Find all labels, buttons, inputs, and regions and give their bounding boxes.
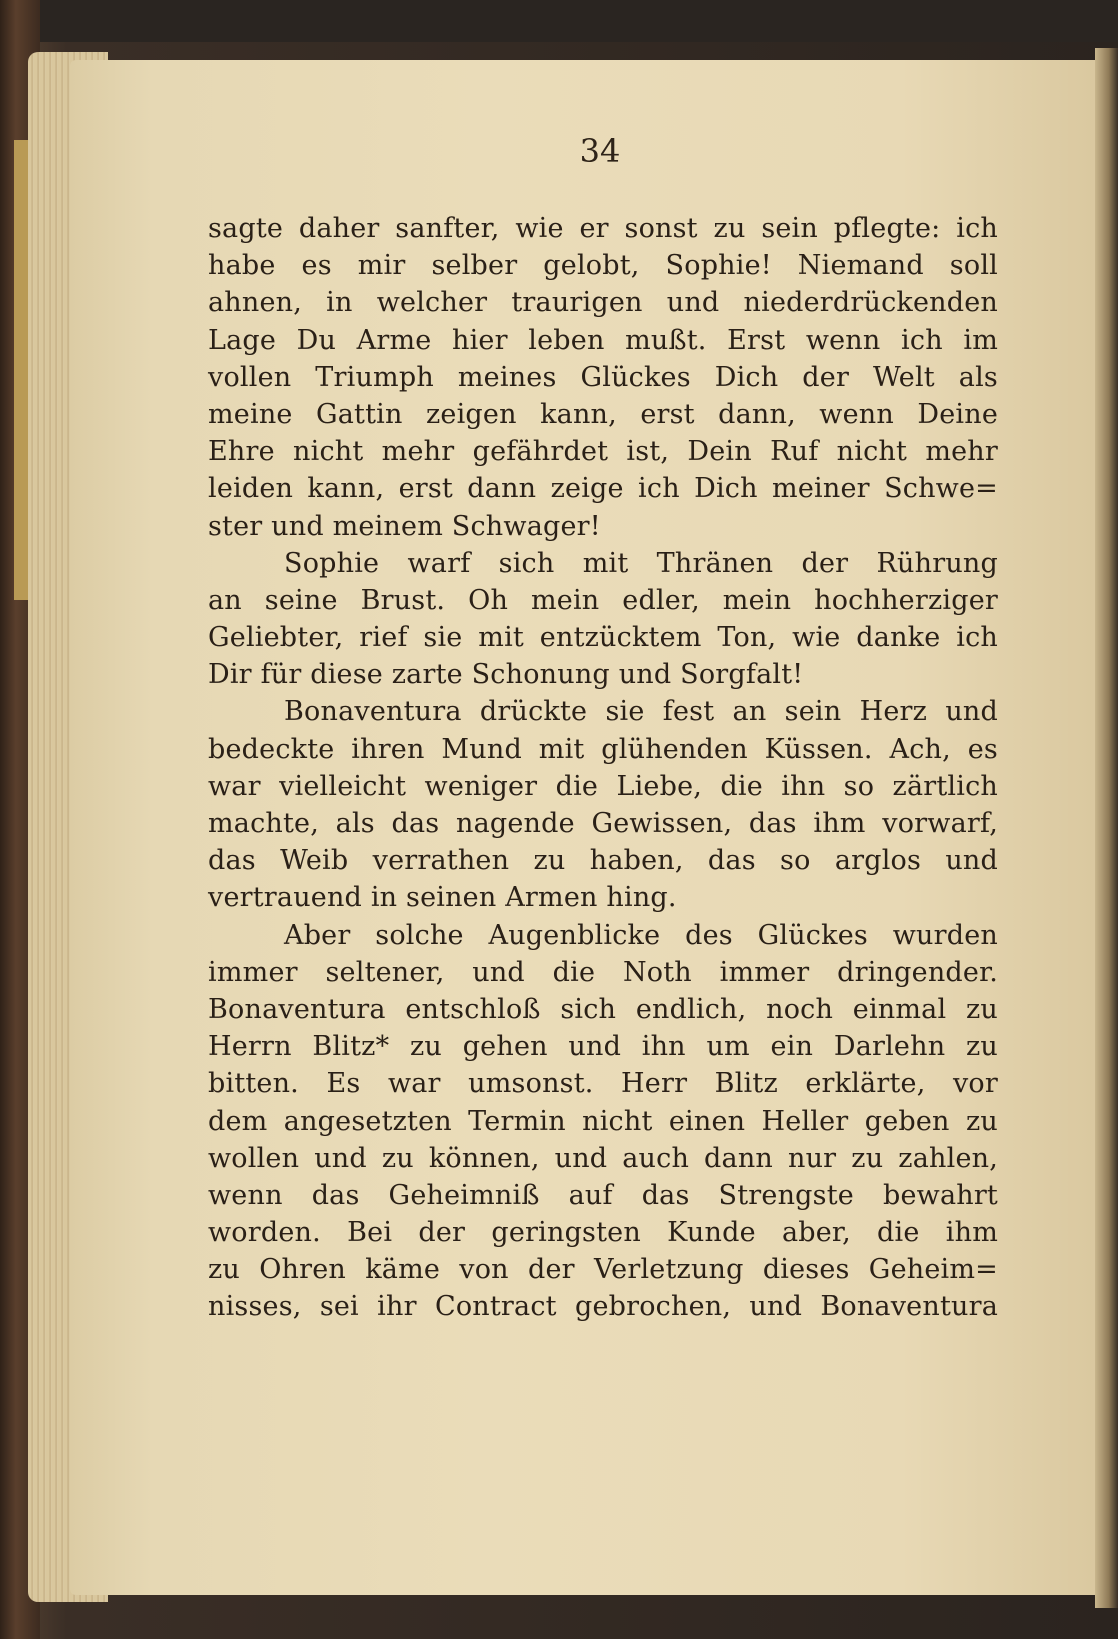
text-line: wenn das Geheimniß auf das Strengste bewahrt [208,1179,998,1211]
text-line: nisses, sei ihr Contract gebrochen, und Bonaventura [208,1291,998,1323]
text-line: Geliebter, rief sie mit entzücktem Ton, wie danke ich [208,622,998,654]
text-line: immer seltener, und die Noth immer dringender. [208,956,998,988]
text-line: zu Ohren käme von der Verletzung dieses Geheim= [208,1254,998,1286]
text-line: machte, als das nagende Gewissen, das ihm vorwarf, [208,808,998,839]
text-line: an seine Brust. Oh mein edler, mein hochherziger [208,584,998,616]
text-line: ster und meinem Schwager! [208,510,601,542]
text-line: wollen und zu können, und auch dann nur zu zahlen, [208,1142,998,1174]
text-line: Dir für diese zarte Schonung und Sorgfalt! [208,659,804,691]
page-number: 34 [579,132,621,170]
text-line: sagte daher sanfter, wie er sonst zu sein pflegte: ich [208,213,998,244]
text-line: vertrauend in seinen Armen hing. [208,882,677,914]
text-line: meine Gattin zeigen kann, erst dann, wenn Deine [208,398,998,430]
body-text [208,210,998,1326]
text-line: worden. Bei der geringsten Kunde aber, die ihm [208,1217,998,1249]
text-line: dem angesetzten Termin nicht einen Heller geben zu [208,1105,998,1137]
text-line: Bonaventura entschloß sich endlich, noch einmal zu [208,993,998,1025]
text-line: Herrn Blitz* zu gehen und ihn um ein Darlehn zu [208,1031,998,1063]
text-line: vollen Triumph meines Glückes Dich der Welt als [208,361,998,393]
page-edge-right [1095,48,1118,1608]
text-line: Lage Du Arme hier leben mußt. Erst wenn ich im [208,324,998,356]
text-line: Aber solche Augenblicke des Glückes wurden [284,919,998,951]
text-line: habe es mir selber gelobt, Sophie! Niemand soll [208,250,998,282]
book-top-edge [20,0,1118,42]
text-line: Sophie warf sich mit Thränen der Rührung [284,547,998,579]
text-line: das Weib verrathen zu haben, das so arglos und [208,845,998,877]
text-line: war vielleicht weniger die Liebe, die ihn so zärtlich [208,770,998,802]
text-line: Ehre nicht mehr gefährdet ist, Dein Ruf nicht mehr [208,436,998,468]
text-line: Bonaventura drückte sie fest an sein Herz und [284,696,998,728]
text-line: bedeckte ihren Mund mit glühenden Küssen. Ach, es [208,733,998,765]
text-line: leiden kann, erst dann zeige ich Dich meiner Schwe= [208,473,998,505]
text-line: bitten. Es war umsonst. Herr Blitz erklärte, vor [208,1068,998,1100]
text-line: ahnen, in welcher traurigen und niederdrückenden [208,287,998,319]
